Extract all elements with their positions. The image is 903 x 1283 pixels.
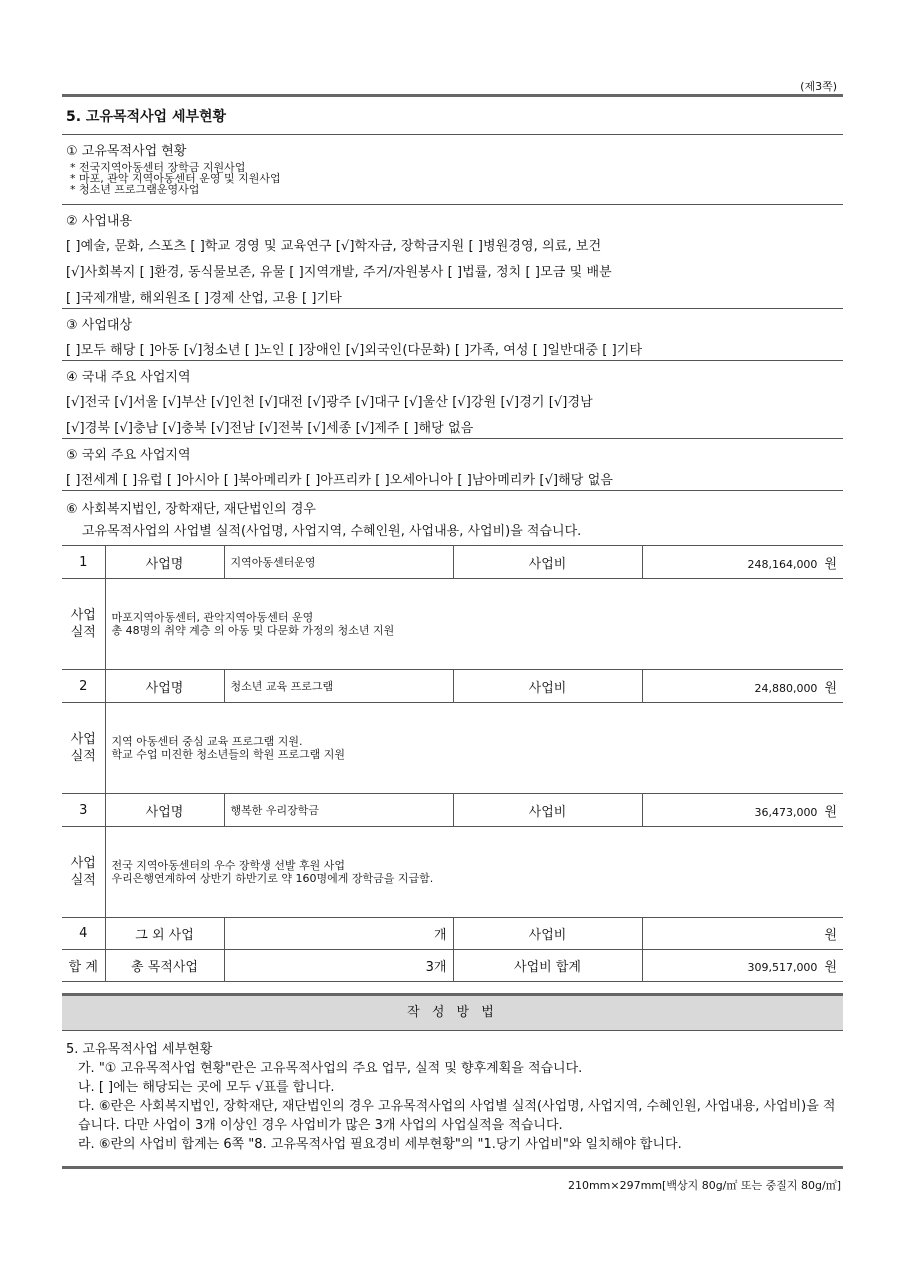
name-label: 사업명 (105, 670, 224, 703)
s2-line: [√]사회복지 [ ]환경, 동식물보존, 유물 [ ]지역개발, 주거/자원봉사 [ ]법률, 정치 [ ]모금 및 배분 (66, 265, 612, 280)
howto-item: 라. ⑥란의 사업비 합계는 6쪽 "8. 고유목적사업 필요경비 세부현황"의 "1.당기 사업비"와 일치해야 합니다. (78, 1137, 682, 1152)
s2-heading: ② 사업내용 (66, 214, 133, 229)
perf-label: 사업 실적 (62, 703, 105, 794)
unit: 원 (824, 960, 837, 975)
table-row (62, 703, 843, 794)
total-purpose-label: 총 목적사업 (105, 950, 224, 982)
table-row (62, 827, 843, 918)
project-no: 4 (62, 918, 105, 950)
project-no: 3 (62, 794, 105, 827)
list-item: * 마포, 관악 지역아동센터 운영 및 지원사업 (70, 172, 281, 185)
project-name: 행복한 우리장학금 (224, 794, 453, 827)
name-label: 사업명 (105, 794, 224, 827)
howto-item: 다. ⑥란은 사회복지법인, 장학재단, 재단법인의 경우 고유목적사업의 사업별 실적(사업명, 사업지역, 수혜인원, 사업내용, 사업비)을 적습니다. 다만 사업이 3개 이상인 경우 사업비가 많은 3개 사업의 사업실적을 적습니다. (78, 1099, 836, 1133)
other-count: 개 (224, 918, 453, 950)
s5-heading: ⑤ 국외 주요 사업지역 (66, 448, 191, 463)
s3-line: [ ]모두 해당 [ ]아동 [√]청소년 [ ]노인 [ ]장애인 [√]외국인(다문화) [ ]가족, 여성 [ ]일반대중 [ ]기타 (66, 343, 643, 358)
perf-line: 마포지역아동센터, 관악지역아동센터 운영 (111, 611, 314, 624)
s6-heading: ⑥ 사회복지법인, 장학재단, 재단법인의 경우 (66, 502, 316, 517)
top-rule (62, 94, 843, 97)
s1-list (70, 162, 281, 195)
total-count: 3개 (224, 950, 453, 982)
page-number: (제3쪽) (800, 80, 837, 93)
howto-body (66, 1040, 838, 1154)
s1-heading: ① 고유목적사업 현황 (66, 144, 187, 159)
perf-label: 사업 실적 (62, 579, 105, 670)
project-name: 지역아동센터운영 (224, 546, 453, 579)
s5-line: [ ]전세계 [ ]유럽 [ ]아시아 [ ]북아메리카 [ ]아프리카 [ ]오세아니아 [ ]남아메리카 [√]해당 없음 (66, 473, 614, 488)
cost-value: 24,880,000 (754, 681, 818, 695)
howto-item: 가. "① 고유목적사업 현황"란은 고유목적사업의 주요 업무, 실적 및 향후계획을 적습니다. (78, 1061, 583, 1076)
table-row (62, 546, 843, 579)
s4-line: [√]경북 [√]충남 [√]충북 [√]전남 [√]전북 [√]세종 [√]제주 [ ]해당 없음 (66, 421, 474, 436)
cost-value: 36,473,000 (754, 805, 818, 819)
section-title: 5. 고유목적사업 세부현황 (66, 109, 227, 125)
perf-text (105, 827, 843, 918)
cost-value: 248,164,000 (747, 557, 818, 571)
bottom-rule (62, 1166, 843, 1169)
perf-line: 지역 아동센터 중심 교육 프로그램 지원. (111, 735, 303, 748)
perf-line: 전국 지역아동센터의 우수 장학생 선발 후원 사업 (111, 859, 345, 872)
other-label: 그 외 사업 (105, 918, 224, 950)
project-cost (642, 670, 843, 703)
divider (62, 308, 843, 309)
cost-label: 사업비 (453, 918, 642, 950)
divider (62, 204, 843, 205)
project-table (62, 545, 843, 982)
perf-label: 사업 실적 (62, 827, 105, 918)
unit: 원 (824, 556, 837, 572)
project-cost (642, 546, 843, 579)
s3-heading: ③ 사업대상 (66, 318, 133, 333)
howto-title: 작 성 방 법 (62, 993, 843, 1031)
other-cost: 원 (642, 918, 843, 950)
name-label: 사업명 (105, 546, 224, 579)
perf-text (105, 703, 843, 794)
divider (62, 360, 843, 361)
cost-label: 사업비 (453, 670, 642, 703)
divider (62, 438, 843, 439)
s2-line: [ ]국제개발, 해외원조 [ ]경제 산업, 고용 [ ]기타 (66, 291, 342, 306)
perf-text (105, 579, 843, 670)
divider (62, 490, 843, 491)
cost-label: 사업비 (453, 546, 642, 579)
divider (62, 134, 843, 135)
s4-heading: ④ 국내 주요 사업지역 (66, 370, 191, 385)
table-row (62, 794, 843, 827)
s4-line: [√]전국 [√]서울 [√]부산 [√]인천 [√]대전 [√]광주 [√]대구 [√]울산 [√]강원 [√]경기 [√]경남 (66, 395, 593, 410)
howto-item: 나. [ ]에는 해당되는 곳에 모두 √표를 합니다. (78, 1080, 335, 1095)
s2-line: [ ]예술, 문화, 스포츠 [ ]학교 경영 및 교육연구 [√]학자금, 장학금지원 [ ]병원경영, 의료, 보건 (66, 239, 602, 254)
unit: 원 (824, 680, 837, 696)
cost-value: 309,517,000 (747, 961, 818, 974)
table-row (62, 579, 843, 670)
perf-line: 우리은행연계하여 상반기 하반기로 약 160명에게 장학금을 지급함. (111, 872, 434, 885)
project-name: 청소년 교육 프로그램 (224, 670, 453, 703)
unit: 원 (824, 804, 837, 820)
project-no: 2 (62, 670, 105, 703)
table-row (62, 670, 843, 703)
paper-note: 210mm×297mm[백상지 80g/㎡ 또는 중질지 80g/㎡] (567, 1179, 841, 1192)
cost-label: 사업비 (453, 794, 642, 827)
total-cost-label: 사업비 합계 (453, 950, 642, 982)
list-item: * 청소년 프로그램운영사업 (70, 183, 200, 196)
howto-heading: 5. 고유목적사업 세부현황 (66, 1042, 213, 1057)
project-no: 1 (62, 546, 105, 579)
s6-subheading: 고유목적사업의 사업별 실적(사업명, 사업지역, 수혜인원, 사업내용, 사업비)을 적습니다. (82, 524, 582, 539)
total-cost (642, 950, 843, 982)
table-row (62, 950, 843, 982)
perf-line: 총 48명의 취약 계층 의 아동 및 다문화 가정의 청소년 지원 (111, 624, 395, 637)
table-row (62, 918, 843, 950)
total-label: 합 계 (62, 950, 105, 982)
perf-line: 학교 수업 미진한 청소년들의 학원 프로그램 지원 (111, 748, 345, 761)
project-cost (642, 794, 843, 827)
list-item: * 전국지역아동센터 장학금 지원사업 (70, 161, 246, 174)
